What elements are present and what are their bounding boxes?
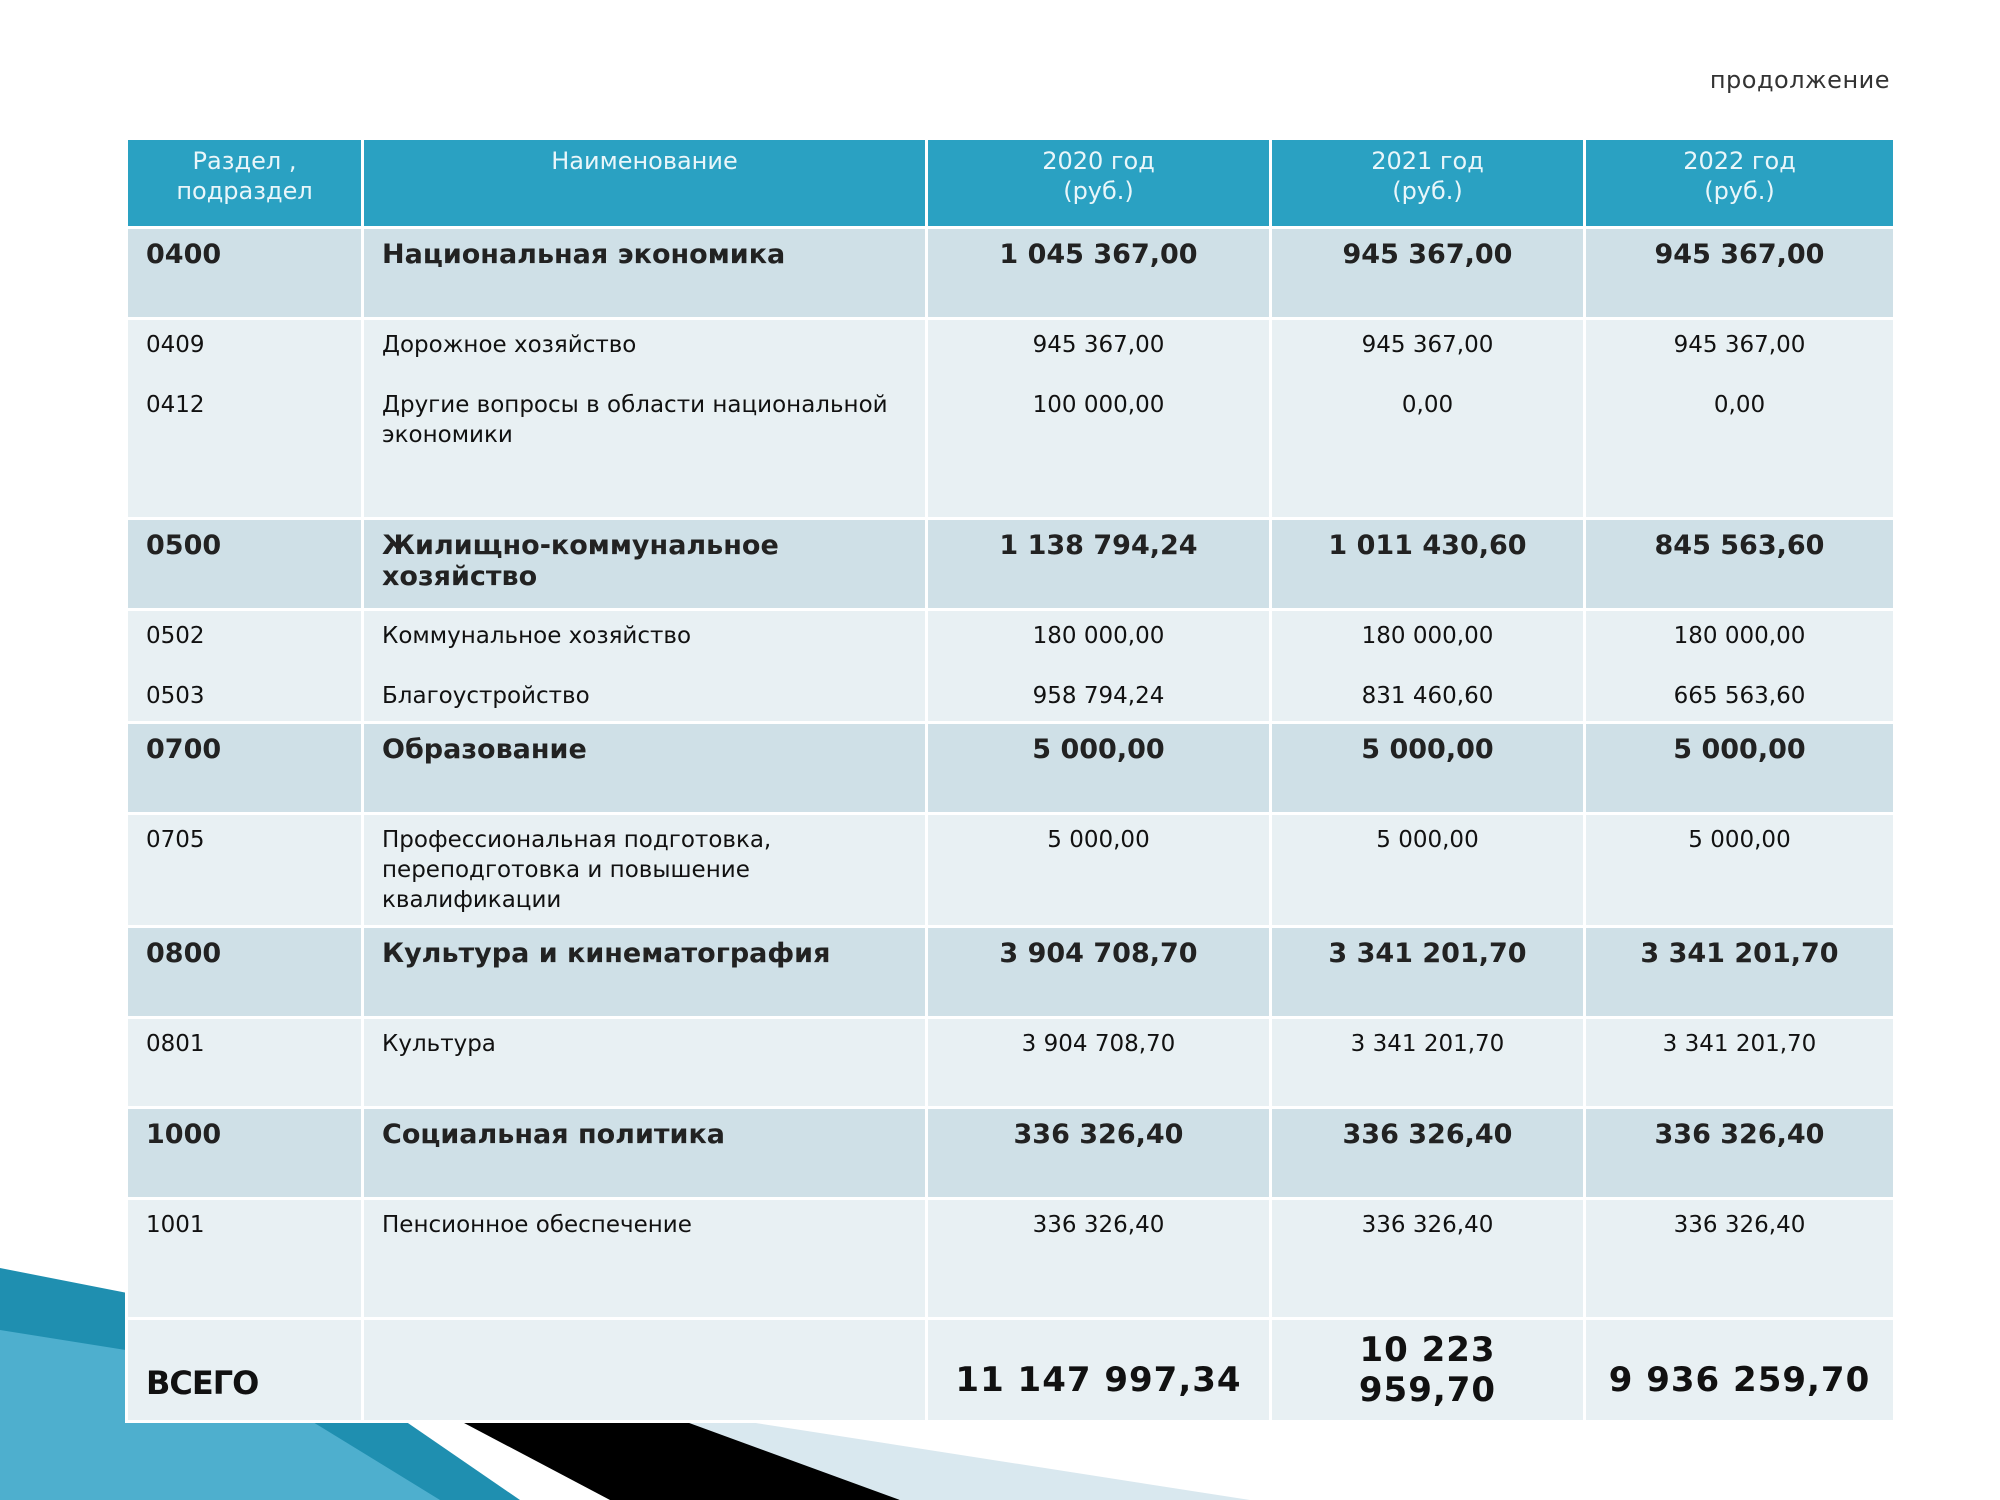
subsection-value-2022: 665 563,60: [1673, 683, 1806, 709]
section-value-2020: 336 326,40: [927, 1108, 1271, 1199]
subsection-name: Культура: [363, 1018, 927, 1108]
section-code: 0500: [127, 519, 363, 610]
subsection-value-2021: 180 000,00: [1361, 623, 1494, 649]
section-name: Социальная политика: [363, 1108, 927, 1199]
subsection-value-2020: 100 000,00: [1032, 392, 1165, 418]
subsection-values-2020: [927, 319, 1271, 519]
subsection-code: 0409: [146, 332, 205, 358]
section-value-2021: 945 367,00: [1271, 228, 1585, 319]
total-label-cell: [127, 1319, 363, 1422]
table-header-row: [127, 139, 1895, 228]
section-row: [127, 927, 1895, 1018]
subsection-value-2020: 958 794,24: [1032, 683, 1165, 709]
section-value-2020: 3 904 708,70: [927, 927, 1271, 1018]
section-code: 1000: [127, 1108, 363, 1199]
subsection-value-2021: 336 326,40: [1271, 1199, 1585, 1319]
section-row: [127, 519, 1895, 610]
subsection-row: [127, 1199, 1895, 1319]
subsection-value-2020: 180 000,00: [1032, 623, 1165, 649]
section-value-2022: 845 563,60: [1585, 519, 1895, 610]
subsection-name: Благоустройство: [382, 683, 590, 709]
subsection-value-2021: 3 341 201,70: [1271, 1018, 1585, 1108]
section-row: [127, 1108, 1895, 1199]
budget-table-container: [125, 137, 1893, 1423]
subsection-code: 1001: [127, 1199, 363, 1319]
total-2022-cell: [1585, 1319, 1895, 1422]
subsection-values-2021: [1271, 610, 1585, 723]
subsection-name: Коммунальное хозяйство: [382, 623, 692, 649]
section-value-2021: 1 011 430,60: [1271, 519, 1585, 610]
total-label: ВСЕГО: [146, 1364, 259, 1402]
subsection-code: 0801: [127, 1018, 363, 1108]
subsection-codes: [127, 610, 363, 723]
subsection-value-2022: 336 326,40: [1585, 1199, 1895, 1319]
section-row: [127, 228, 1895, 319]
header-2022: [1585, 139, 1895, 228]
subsection-name: Дорожное хозяйство: [382, 332, 637, 358]
section-code: 0800: [127, 927, 363, 1018]
section-row: [127, 723, 1895, 814]
subsection-values-2021: [1271, 319, 1585, 519]
subsection-row: [127, 814, 1895, 927]
header-section-code-text: Раздел , подраздел: [176, 147, 313, 205]
section-value-2020: 1 045 367,00: [927, 228, 1271, 319]
subsection-value-2021: 831 460,60: [1361, 683, 1494, 709]
total-value-2022: 9 936 259,70: [1608, 1360, 1871, 1400]
subsection-code: 0705: [127, 814, 363, 927]
header-2020-text: 2020 год (руб.): [1042, 147, 1155, 205]
subsection-value-2020: 5 000,00: [927, 814, 1271, 927]
subsection-names: [363, 319, 927, 519]
subsection-value-2022: 0,00: [1713, 392, 1766, 418]
subsection-row: [127, 319, 1895, 519]
header-2022-text: 2022 год (руб.): [1683, 147, 1796, 205]
subsection-row: [127, 1018, 1895, 1108]
subsection-name: Пенсионное обеспечение: [363, 1199, 927, 1319]
section-code: 0400: [127, 228, 363, 319]
section-value-2021: 3 341 201,70: [1271, 927, 1585, 1018]
total-empty-cell: [363, 1319, 927, 1422]
continuation-label: продолжение: [1709, 66, 1890, 94]
section-name: Жилищно-коммунальное хозяйство: [363, 519, 927, 610]
section-value-2021: 5 000,00: [1271, 723, 1585, 814]
section-value-2022: 945 367,00: [1585, 228, 1895, 319]
section-value-2022: 336 326,40: [1585, 1108, 1895, 1199]
total-row: [127, 1319, 1895, 1422]
subsection-value-2022: 3 341 201,70: [1585, 1018, 1895, 1108]
section-value-2022: 3 341 201,70: [1585, 927, 1895, 1018]
subsection-value-2022: 180 000,00: [1673, 623, 1806, 649]
subsection-value-2022: 5 000,00: [1585, 814, 1895, 927]
subsection-value-2020: 3 904 708,70: [927, 1018, 1271, 1108]
subsection-value-2021: 0,00: [1401, 392, 1454, 418]
subsection-codes: [127, 319, 363, 519]
subsection-value-2020: 336 326,40: [927, 1199, 1271, 1319]
subsection-values-2022: [1585, 319, 1895, 519]
subsection-value-2020: 945 367,00: [1032, 332, 1165, 358]
subsection-code: 0503: [146, 683, 205, 709]
header-2021: [1271, 139, 1585, 228]
section-value-2022: 5 000,00: [1585, 723, 1895, 814]
header-name-text: Наименование: [551, 147, 738, 175]
subsection-name: Профессиональная подготовка, переподготовка и повышение квалификации: [363, 814, 927, 927]
header-name: [363, 139, 927, 228]
subsection-code: 0412: [146, 392, 205, 418]
subsection-values-2020: [927, 610, 1271, 723]
subsection-values-2022: [1585, 610, 1895, 723]
subsection-names: [363, 610, 927, 723]
budget-table: [125, 137, 1896, 1423]
total-2021-cell: [1271, 1319, 1585, 1422]
subsection-code: 0502: [146, 623, 205, 649]
subsection-value-2021: 945 367,00: [1361, 332, 1494, 358]
section-code: 0700: [127, 723, 363, 814]
total-value-2021: 10 223 959,70: [1358, 1330, 1497, 1410]
subsection-row: [127, 610, 1895, 723]
section-name: Культура и кинематография: [363, 927, 927, 1018]
subsection-name: Другие вопросы в области национальной экономики: [382, 392, 888, 448]
header-section-code: [127, 139, 363, 228]
subsection-value-2022: 945 367,00: [1673, 332, 1806, 358]
header-2020: [927, 139, 1271, 228]
subsection-value-2021: 5 000,00: [1271, 814, 1585, 927]
section-name: Национальная экономика: [363, 228, 927, 319]
total-2020-cell: [927, 1319, 1271, 1422]
header-2021-text: 2021 год (руб.): [1371, 147, 1484, 205]
section-value-2020: 1 138 794,24: [927, 519, 1271, 610]
section-name: Образование: [363, 723, 927, 814]
section-value-2021: 336 326,40: [1271, 1108, 1585, 1199]
section-value-2020: 5 000,00: [927, 723, 1271, 814]
total-value-2020: 11 147 997,34: [955, 1360, 1242, 1400]
